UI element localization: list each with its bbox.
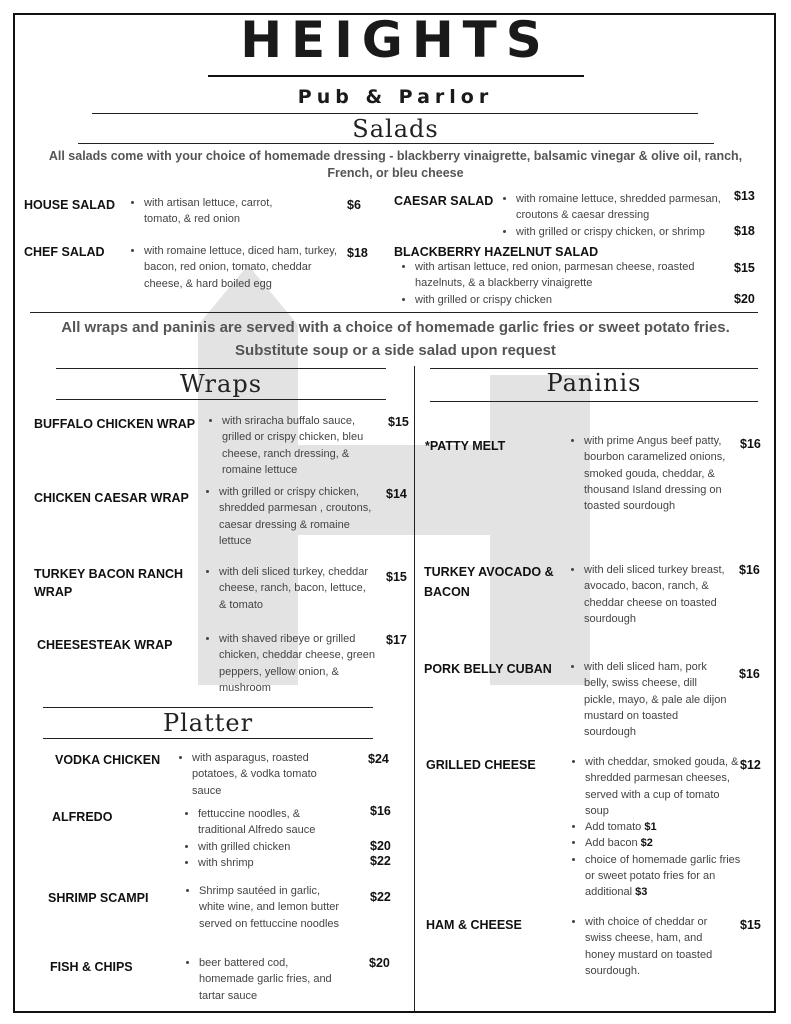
blackberry-salad-price-addon: $20	[734, 292, 755, 306]
grilled-cheese-price: $12	[740, 758, 761, 772]
caesar-salad-price-addon: $18	[734, 224, 755, 238]
caesar-salad-name: CAESAR SALAD	[394, 194, 494, 208]
patty-melt-desc: • with prime Angus beef patty, bourbon caramelized onions, smoked gouda, cheddar, & thousand Island dressing on toasted sourdough	[570, 433, 730, 514]
buffalo-wrap-name: BUFFALO CHICKEN WRAP	[34, 417, 196, 431]
turkey-bacon-ranch-wrap-desc: • with deli sliced turkey, cheddar cheese, ranch, bacon, lettuce, & tomato	[205, 564, 375, 613]
turkey-avocado-bacon-name: TURKEY AVOCADO & BACON	[424, 565, 554, 599]
platter-heading: Platter	[162, 709, 254, 737]
shrimp-scampi-price: $22	[370, 890, 391, 904]
blackberry-salad-name: BLACKBERRY HAZELNUT SALAD	[394, 245, 599, 259]
cheesesteak-wrap-price: $17	[386, 633, 407, 647]
caesar-salad-desc: • with romaine lettuce, shredded parmesan, croutons & caesar dressing • with grilled or crispy chicken, or shrimp	[502, 191, 724, 240]
chef-salad-price: $18	[347, 246, 368, 260]
sides-note-line2: Substitute soup or a side salad upon request	[235, 342, 556, 359]
pork-belly-cuban-desc: • with deli sliced ham, pork belly, swiss cheese, dill pickle, mayo, & pale ale dijon mustard on toasted sourdough	[570, 659, 730, 740]
brand-subtitle: Pub & Parlor	[297, 86, 494, 108]
vodka-chicken-name: VODKA CHICKEN	[55, 753, 161, 767]
vodka-chicken-price: $24	[368, 752, 389, 766]
wraps-heading: Wraps	[179, 370, 263, 398]
patty-melt-name: *PATTY MELT	[425, 439, 506, 453]
paninis-heading: Paninis	[546, 369, 642, 397]
alfredo-chicken-price: $20	[370, 839, 391, 853]
house-salad-name: HOUSE SALAD	[24, 198, 115, 212]
turkey-bacon-ranch-wrap-name: TURKEY BACON RANCH WRAP	[34, 567, 184, 599]
column-divider	[414, 366, 415, 1011]
chicken-caesar-wrap-price: $14	[386, 487, 407, 501]
alfredo-shrimp-price: $22	[370, 854, 391, 868]
blackberry-salad-price: $15	[734, 261, 755, 275]
fish-chips-desc: • beer battered cod, homemade garlic fries, and tartar sauce	[185, 955, 345, 1004]
chef-salad-name: CHEF SALAD	[24, 245, 105, 259]
pork-belly-cuban-name: PORK BELLY CUBAN	[424, 662, 552, 676]
cheesesteak-wrap-name: CHEESESTEAK WRAP	[37, 638, 173, 652]
grilled-cheese-desc: • with cheddar, smoked gouda, & shredded parmesan cheeses, served with a cup of tomato soup • Add tomato $1 • Add bacon $2 • choice of homemade garlic fries or sweet potato fries for an additional $3	[571, 754, 743, 901]
turkey-avocado-bacon-desc: • with deli sliced turkey breast, avocado, bacon, ranch, & cheddar cheese on toasted sourdough	[570, 562, 725, 627]
turkey-bacon-ranch-wrap-price: $15	[386, 570, 407, 584]
pork-belly-cuban-price: $16	[739, 667, 760, 681]
sides-note-line1: All wraps and paninis are served with a choice of homemade garlic fries or sweet potato fries.	[61, 319, 730, 336]
house-salad-desc: • with artisan lettuce, carrot, tomato, & red onion	[130, 195, 310, 228]
turkey-avocado-bacon-price: $16	[739, 563, 760, 577]
patty-melt-price: $16	[740, 437, 761, 451]
chicken-caesar-wrap-name: CHICKEN CAESAR WRAP	[34, 491, 189, 505]
grilled-cheese-name: GRILLED CHEESE	[426, 758, 536, 772]
caesar-salad-price: $13	[734, 189, 755, 203]
buffalo-wrap-desc: • with sriracha buffalo sauce, grilled or crispy chicken, bleu cheese, ranch dressing, & romaine lettuce	[208, 413, 378, 478]
salads-dressing-note: All salads come with your choice of homemade dressing - blackberry vinaigrette, balsamic vinegar & olive oil, ranch, French, or bleu cheese	[48, 149, 743, 180]
shrimp-scampi-name: SHRIMP SCAMPI	[48, 891, 149, 905]
alfredo-desc: • fettuccine noodles, & traditional Alfredo sauce • with grilled chicken • with shrimp	[184, 806, 349, 871]
salads-heading: Salads	[352, 115, 439, 143]
blackberry-salad-desc: • with artisan lettuce, red onion, parmesan cheese, roasted hazelnuts, & a blackberry vinaigrette • with grilled or crispy chicken	[401, 259, 696, 308]
fish-chips-name: FISH & CHIPS	[50, 960, 133, 974]
alfredo-name: ALFREDO	[52, 810, 113, 824]
vodka-chicken-desc: • with asparagus, roasted potatoes, & vodka tomato sauce	[178, 750, 348, 799]
ham-cheese-desc: • with choice of cheddar or swiss cheese, ham, and honey mustard on toasted sourdough.	[571, 914, 731, 979]
buffalo-wrap-price: $15	[388, 415, 409, 429]
cheesesteak-wrap-desc: • with shaved ribeye or grilled chicken, cheddar cheese, green peppers, yellow onion, & mushroom	[205, 631, 375, 696]
ham-cheese-price: $15	[740, 918, 761, 932]
ham-cheese-name: HAM & CHEESE	[426, 918, 522, 932]
fish-chips-price: $20	[369, 956, 390, 970]
chef-salad-desc: • with romaine lettuce, diced ham, turkey, bacon, red onion, tomato, cheddar cheese, & hard boiled egg	[130, 243, 338, 292]
shrimp-scampi-desc: • Shrimp sautéed in garlic, white wine, and lemon butter served on fettuccine noodles	[185, 883, 345, 932]
house-salad-price: $6	[347, 198, 361, 212]
chicken-caesar-wrap-desc: • with grilled or crispy chicken, shredded parmesan , croutons, caesar dressing & romaine lettuce	[205, 484, 375, 549]
brand-name: HEIGHTS	[240, 11, 551, 69]
alfredo-price: $16	[370, 804, 391, 818]
